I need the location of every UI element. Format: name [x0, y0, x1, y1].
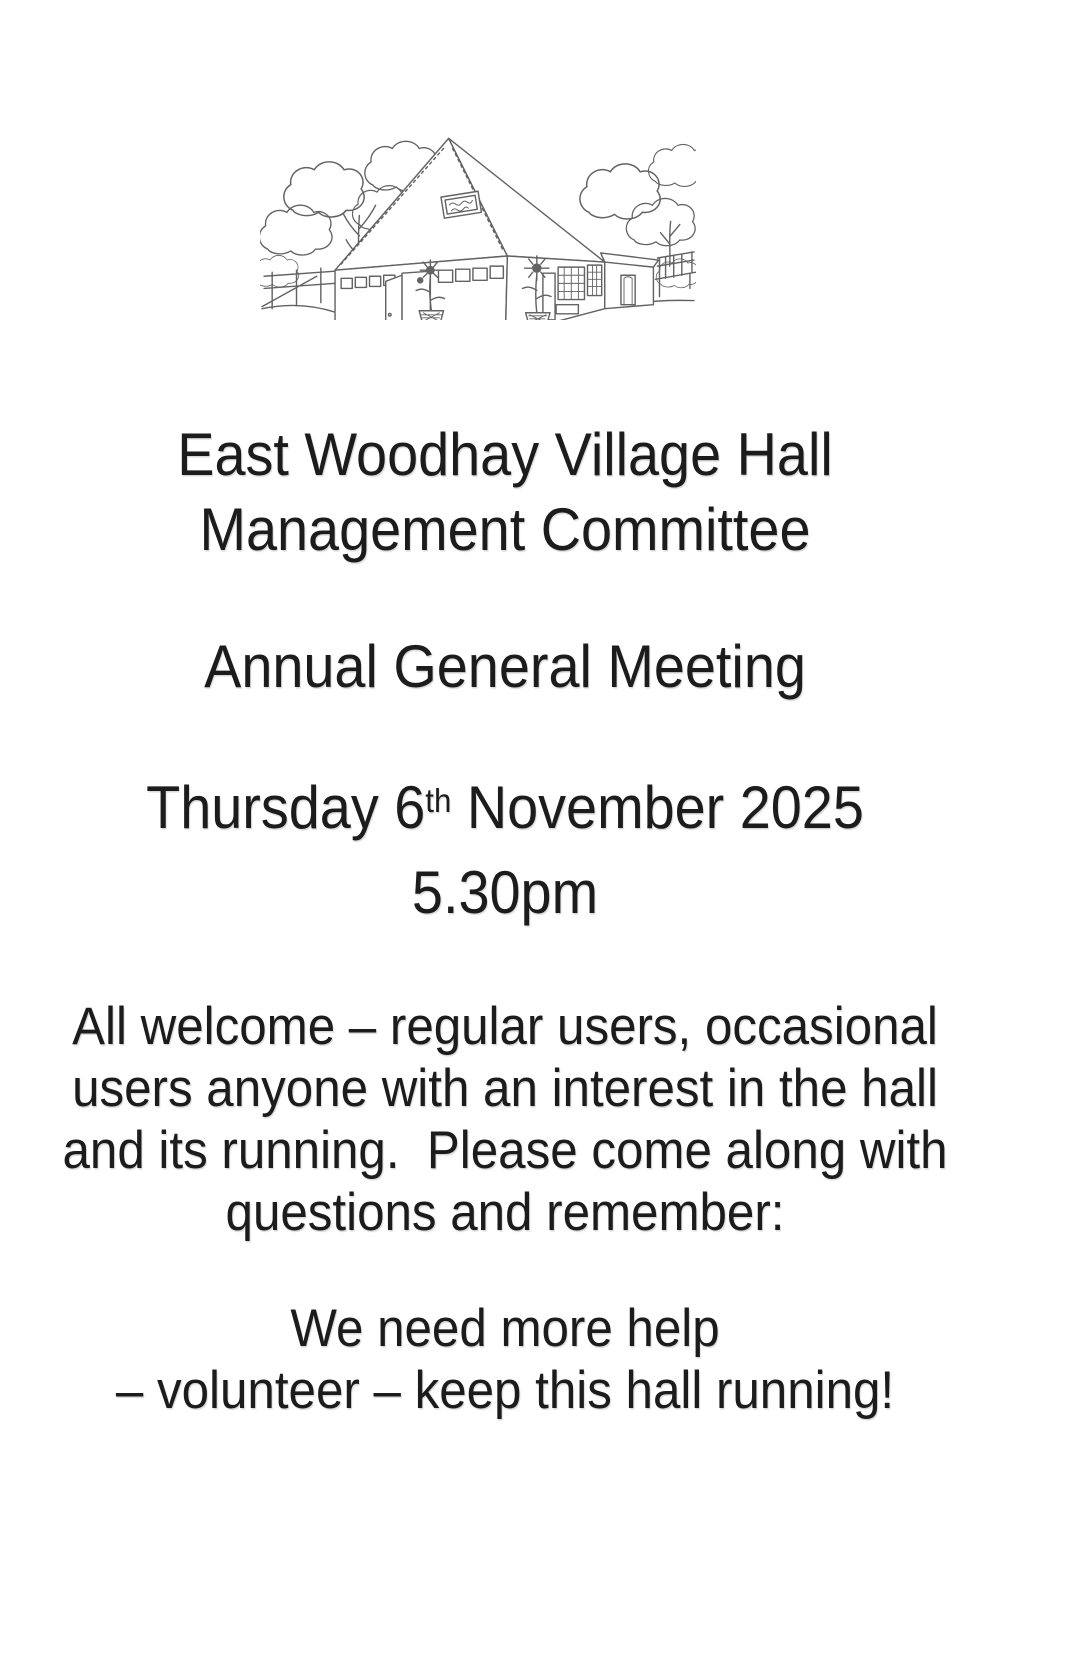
event-date-suffix: November 2025	[451, 774, 864, 841]
title-line-1: East Woodhay Village Hall	[177, 421, 833, 488]
annex	[601, 253, 659, 309]
event-date-ordinal: th	[425, 782, 452, 820]
body-line-4: questions and remember:	[225, 1183, 785, 1242]
bench-icon	[655, 252, 696, 297]
closing-line-2: – volunteer – keep this hall running!	[115, 1361, 895, 1420]
event-time: 5.30pm	[411, 859, 599, 926]
event-datetime	[35, 770, 974, 930]
poster-content	[0, 122, 1010, 1422]
event-date-prefix: Thursday 6	[146, 774, 426, 841]
closing-line-1: We need more help	[290, 1299, 720, 1358]
hall-building	[335, 138, 658, 320]
event-date	[35, 770, 974, 855]
poster-subtitle	[35, 629, 974, 704]
subtitle-line: Annual General Meeting	[204, 633, 806, 700]
village-hall-drawing-icon	[260, 122, 696, 320]
village-hall-illustration	[260, 122, 696, 320]
poster-body	[35, 996, 974, 1244]
body-line-1: All welcome – regular users, occasional	[72, 997, 938, 1056]
body-line-2: users anyone with an interest in the hall	[72, 1059, 938, 1118]
body-line-3: and its running. Please come along with	[62, 1121, 948, 1180]
poster-title	[35, 417, 974, 567]
title-line-2: Management Committee	[199, 496, 811, 563]
poster-closing	[35, 1298, 974, 1422]
